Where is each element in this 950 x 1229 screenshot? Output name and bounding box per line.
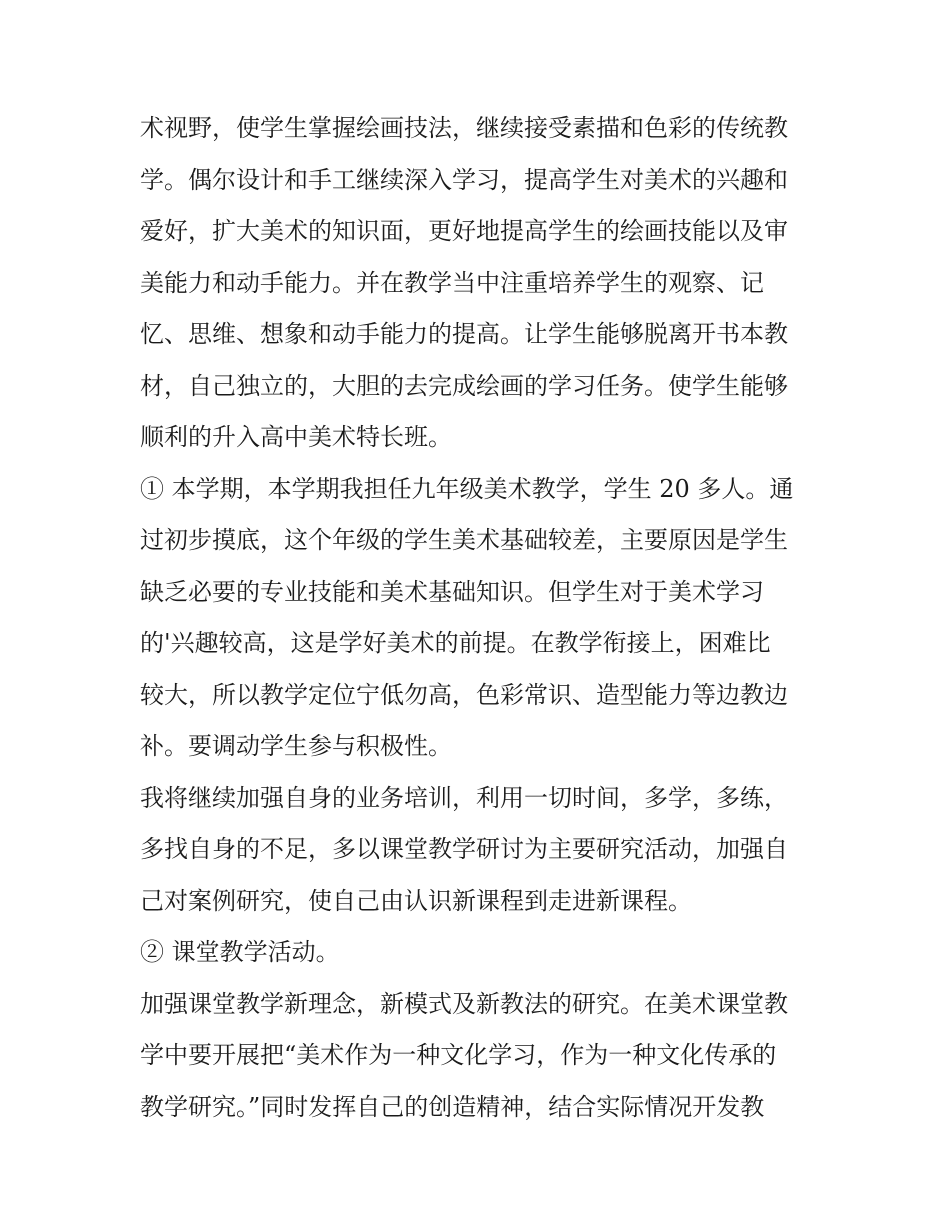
text-line: 爱好，扩大美术的知识面，更好地提高学生的绘画技能以及审 <box>140 217 788 245</box>
text-line: 术视野，使学生掌握绘画技法，继续接受素描和色彩的传统教 <box>140 114 788 142</box>
text-line: 过初步摸底，这个年级的学生美术基础较差，主要原因是学生 <box>140 526 788 554</box>
text-line: 的'兴趣较高，这是学好美术的前提。在教学衔接上，困难比 <box>140 629 771 657</box>
text-line: 己对案例研究，使自己由认识新课程到走进新课程。 <box>140 886 692 915</box>
text-line: 补。要调动学生参与积极性。 <box>140 732 452 760</box>
text-line: ① 本学期，本学期我担任九年级美术教学，学生 20 多人。通 <box>140 474 794 503</box>
text-line: ② 课堂教学活动。 <box>140 938 340 966</box>
text-line: 学中要开展把“美术作为一种文化学习，作为一种文化传承的 <box>140 1041 777 1069</box>
text-line: 我将继续加强自身的业务培训，利用一切时间，多学，多练， <box>140 783 788 812</box>
text-line: 多找自身的不足，多以课堂教学研讨为主要研究活动，加强自 <box>140 835 788 863</box>
text-line: 学。偶尔设计和手工继续深入学习，提高学生对美术的兴趣和 <box>140 165 788 194</box>
text-line: 忆、思维、想象和动手能力的提高。让学生能够脱离开书本教 <box>140 320 788 348</box>
text-line: 加强课堂教学新理念，新模式及新教法的研究。在美术课堂教 <box>140 989 788 1018</box>
text-line: 美能力和动手能力。并在教学当中注重培养学生的观察、记 <box>140 268 764 297</box>
text-line: 较大，所以教学定位宁低勿高，色彩常识、造型能力等边教边 <box>140 680 788 709</box>
text-line: 缺乏必要的专业技能和美术基础知识。但学生对于美术学习 <box>140 577 764 606</box>
body-text <box>140 103 820 1133</box>
text-line: 材，自己独立的，大胆的去完成绘画的学习任务。使学生能够 <box>140 371 788 400</box>
text-line: 教学研究。”同时发挥自己的创造精神，结合实际情况开发教 <box>140 1092 765 1121</box>
text-line: 顺利的升入高中美术特长班。 <box>140 423 452 451</box>
